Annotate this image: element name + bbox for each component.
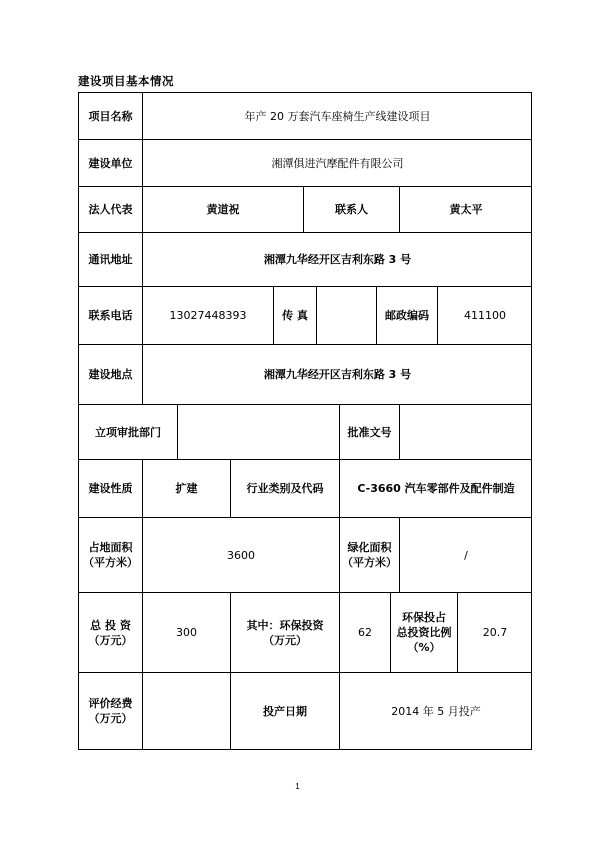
address-value: 湘潭九华经开区吉利东路 3 号	[143, 233, 532, 287]
phone-label: 联系电话	[79, 287, 143, 345]
land-area-value: 3600	[143, 518, 340, 593]
project-info-table	[78, 92, 532, 750]
address-label: 通讯地址	[79, 233, 143, 287]
page-number: 1	[295, 782, 300, 791]
builder-value: 湘潭俱进汽摩配件有限公司	[143, 140, 532, 187]
approval-dept-label: 立项审批部门	[79, 405, 178, 460]
eval-cost-value	[143, 673, 231, 749]
land-area-label: 占地面积 （平方米）	[79, 518, 143, 593]
fax-value	[317, 287, 377, 345]
production-date-value: 2014 年 5 月投产	[391, 704, 481, 718]
approval-doc-value	[400, 405, 532, 460]
site-value: 湘潭九华经开区吉利东路 3 号	[143, 345, 532, 405]
site-label: 建设地点	[79, 345, 143, 405]
industry-value: C-3660 汽车零部件及配件制造	[340, 460, 532, 518]
production-date-label: 投产日期	[231, 673, 340, 749]
builder-label: 建设单位	[79, 140, 143, 187]
env-ratio-label: 环保投占 总投资比例 （%）	[391, 593, 458, 673]
postcode-label: 邮政编码	[377, 287, 438, 345]
eval-cost-label: 评价经费 （万元）	[79, 673, 143, 749]
phone-value: 13027448393	[143, 287, 274, 345]
contact-value: 黄太平	[400, 187, 532, 233]
fax-label: 传 真	[274, 287, 317, 345]
env-investment-value: 62	[340, 593, 391, 673]
green-area-value: /	[400, 518, 532, 593]
project-name-label: 项目名称	[79, 93, 143, 140]
industry-label: 行业类别及代码	[231, 460, 340, 518]
total-investment-label: 总 投 资 （万元）	[79, 593, 143, 673]
nature-label: 建设性质	[79, 460, 143, 518]
legal-rep-label: 法人代表	[79, 187, 143, 233]
contact-label: 联系人	[304, 187, 400, 233]
project-name-value: 年产 20 万套汽车座椅生产线建设项目	[143, 93, 532, 140]
approval-dept-value	[178, 405, 340, 460]
total-investment-value: 300	[143, 593, 231, 673]
nature-value: 扩建	[143, 460, 231, 518]
section-heading: 建设项目基本情况	[78, 74, 174, 88]
approval-doc-label: 批准文号	[340, 405, 400, 460]
env-ratio-value: 20.7	[458, 593, 532, 673]
env-investment-label: 其中：环保投资 （万元）	[231, 593, 340, 673]
postcode-value: 411100	[438, 287, 532, 345]
green-area-label: 绿化面积 （平方米）	[340, 518, 400, 593]
legal-rep-value: 黄道祝	[143, 187, 304, 233]
